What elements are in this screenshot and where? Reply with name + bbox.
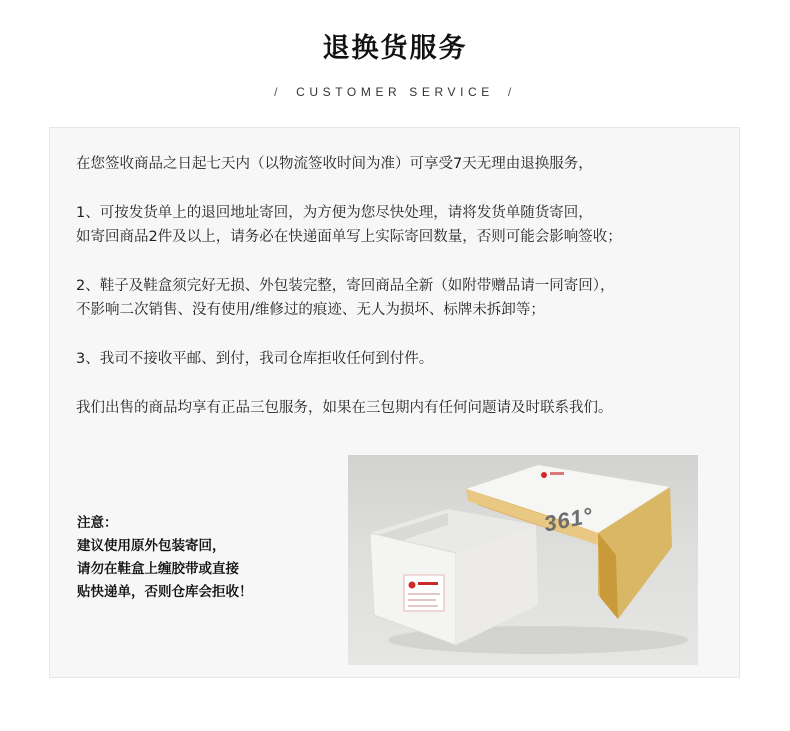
policy-item-1-line-1: 1、可按发货单上的退回地址寄回，为方便为您尽快处理，请将发货单随货寄回， (76, 205, 593, 221)
subtitle-text: CUSTOMER SERVICE (296, 85, 494, 99)
policy-intro: 在您签收商品之日起七天内（以物流签收时间为准）可享受7天无理由退换服务， (76, 156, 593, 172)
notice-line-2: 请勿在鞋盒上缠胶带或直接 (77, 561, 239, 577)
notice-line-1: 建议使用原外包装寄回， (77, 538, 226, 554)
lid-brand-text: 361° (541, 502, 596, 537)
subtitle-slash-right: / (507, 85, 516, 99)
shoebox-illustration (348, 455, 698, 665)
page-subtitle (0, 85, 790, 99)
page-title: 退换货服务 (322, 33, 468, 64)
shoebox-photo (348, 455, 698, 665)
policy-item-2-line-2: 不影响二次销售、没有使用/维修过的痕迹、无人为损坏、标牌未拆卸等； (76, 302, 545, 318)
policy-item-3: 3、我司不接收平邮、到付，我司仓库拒收任何到付件。 (76, 351, 434, 367)
notice-block (77, 512, 317, 604)
notice-line-3: 贴快递单，否则仓库会拒收！ (77, 584, 253, 600)
return-policy (76, 152, 726, 420)
policy-warranty: 我们出售的商品均享有正品三包服务，如果在三包期内有任何问题请及时联系我们。 (76, 400, 613, 416)
policy-item-1-line-2: 如寄回商品2件及以上，请务必在快递面单写上实际寄回数量，否则可能会影响签收； (76, 229, 622, 245)
policy-item-2-line-1: 2、鞋子及鞋盒须完好无损、外包装完整，寄回商品全新（如附带赠品请一同寄回）， (76, 278, 615, 294)
subtitle-slash-left: / (274, 85, 283, 99)
notice-heading: 注意： (77, 515, 118, 531)
